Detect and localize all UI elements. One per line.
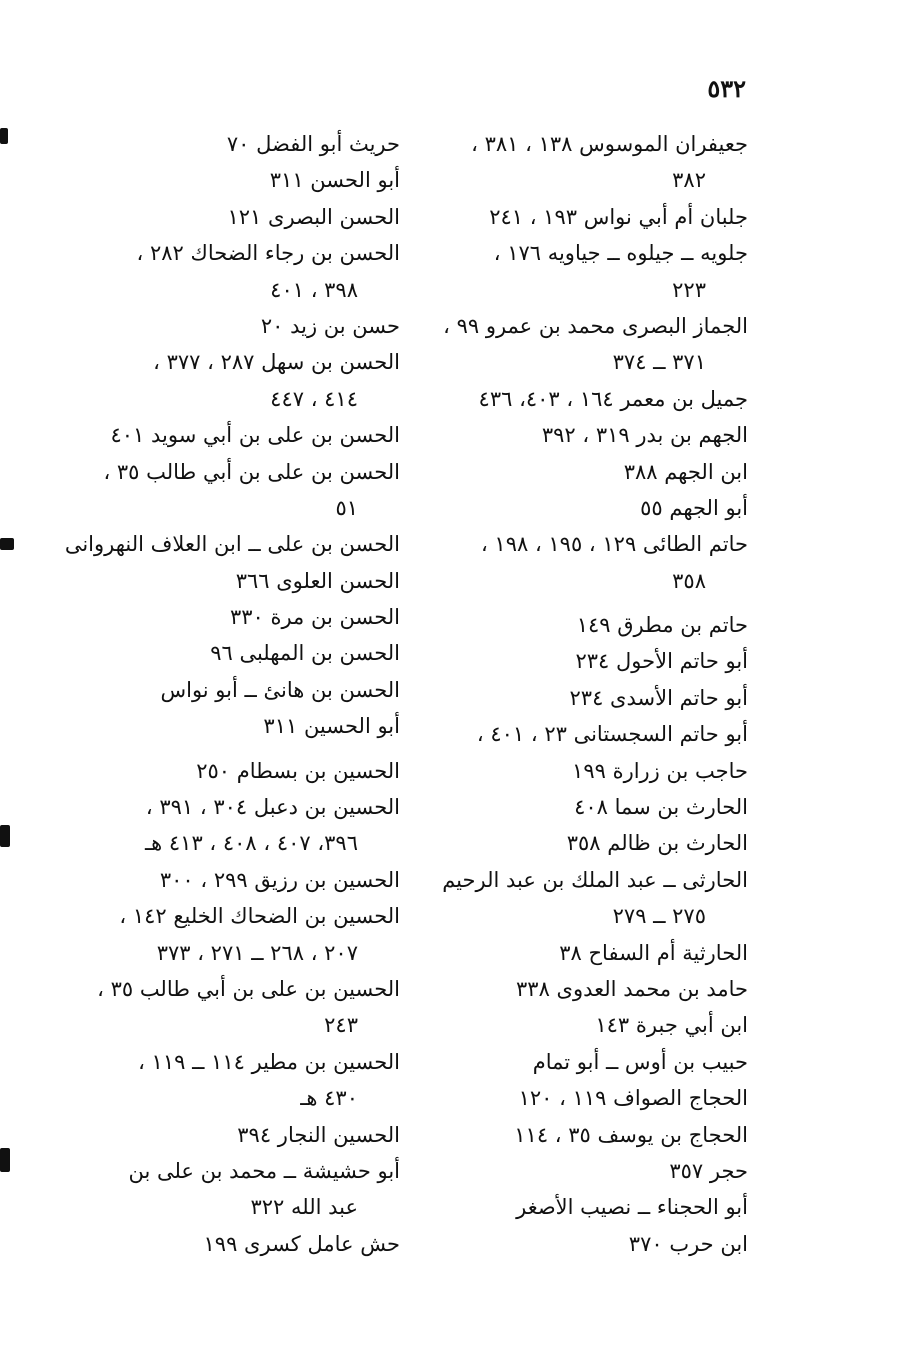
index-entry: الحارثية أم السفاح ٣٨ [559,940,748,965]
index-entry: أبو الحسين ٣١١ [263,714,400,739]
index-entry: ابن الجهم ٣٨٨ [623,459,748,484]
index-entry: حش عامل كسرى ١٩٩ [203,1231,400,1256]
index-entry: الحسن بن هانئ ــ أبو نواس [160,677,400,702]
index-entry: الحسين بن مطير ١١٤ ــ ١١٩ ، [138,1049,400,1074]
index-entry: حسن بن زيد ٢٠ [260,313,400,338]
index-entry: ابن أبي جبرة ١٤٣ [595,1013,748,1038]
index-entry: جعيفران الموسوس ١٣٨ ، ٣٨١ ، [471,132,748,156]
index-entry: الحسن بن المهلبى ٩٦ [210,641,400,666]
scan-mark [0,128,8,144]
index-entry: الحارث بن سما ٤٠٨ [574,795,748,820]
index-entry-continuation: ٢٤٣ [324,1013,358,1038]
index-entry: جلبان أم أبي نواس ١٩٣ ، ٢٤١ [489,204,748,229]
index-entry-continuation: ٢٧٥ ــ ٢٧٩ [612,904,706,929]
index-entry-continuation: ٤٣٠ هـ [300,1086,358,1111]
index-entry: الحسين بن دعبل ٣٠٤ ، ٣٩١ ، [145,795,400,820]
index-entry: الحسن بن مرة ٣٣٠ [229,605,400,630]
index-entry: أبو حاتم السجستانى ٢٣ ، ٤٠١ ، [476,722,748,747]
index-entry: أبو حشيشة ــ محمد بن على بن [128,1158,400,1183]
index-entry-continuation: ٣٧١ ــ ٣٧٤ [612,350,706,375]
index-entry: الحسن العلوى ٣٦٦ [235,568,400,593]
index-entry-continuation: ٥١ [335,495,358,520]
index-column-right [440,126,748,1262]
index-entry-continuation: ٢٢٣ [672,277,706,302]
index-entry: الحسين النجار ٣٩٤ [237,1122,400,1147]
index-entry: أبو حاتم الأسدى ٢٣٤ [569,685,748,710]
index-entry: أبو الحسن ٣١١ [269,168,400,193]
index-entry: الحسن بن على بن أبي سويد ٤٠١ [110,423,400,448]
index-entry-continuation: ٣٩٦، ٤٠٧ ، ٤٠٨ ، ٤١٣ هـ [144,831,358,856]
index-entry: الحارثى ــ عبد الملك بن عبد الرحيم [442,867,748,892]
index-entry: جلويه ــ جيلوه ــ جياويه ١٧٦ ، [493,241,748,266]
scan-mark [0,825,10,847]
index-entry: الحسن بن على ــ ابن العلاف النهروانى [64,532,400,557]
index-entry: الجماز البصرى محمد بن عمرو ٩٩ ، [443,313,748,338]
index-column-left [64,126,400,1262]
index-entry: الحسين بن رزيق ٢٩٩ ، ٣٠٠ [159,867,400,892]
index-entry: أبو الجهم ٥٥ [640,495,748,520]
index-entry: حريث أبو الفضل ٧٠ [226,132,400,156]
page-number: ٥٣٢ [707,74,746,103]
index-entry: الحسن بن سهل ٢٨٧ ، ٣٧٧ ، [153,350,400,375]
index-entry: الحجاج بن يوسف ٣٥ ، ١١٤ [514,1122,748,1147]
index-entry: حاتم بن مطرق ١٤٩ [576,613,748,638]
index-entry: الجهم بن بدر ٣١٩ ، ٣٩٢ [541,423,748,448]
index-entry: الحسين بن على بن أبي طالب ٣٥ ، [97,976,400,1001]
index-entry: الحسين بن الضحاك الخليع ١٤٢ ، [119,904,400,929]
index-entry: حجر ٣٥٧ [669,1158,748,1183]
index-entry: حامد بن محمد العدوى ٣٣٨ [516,976,748,1001]
index-entry: حاتم الطائى ١٢٩ ، ١٩٥ ، ١٩٨ ، [480,532,748,557]
index-entry: الحسن بن رجاء الضحاك ٢٨٢ ، [136,241,400,266]
index-entry: حاجب بن زرارة ١٩٩ [572,758,748,783]
index-entry: جميل بن معمر ١٦٤ ، ٤٠٣، ٤٣٦ [478,386,748,411]
index-entry-continuation: ٤١٤ ، ٤٤٧ [270,386,358,411]
index-entry: ابن حرب ٣٧٠ [628,1231,748,1256]
index-entry-continuation: عبد الله ٣٢٢ [250,1195,358,1220]
index-entry: أبو الحجناء ــ نصيب الأصغر [516,1195,748,1220]
index-entry: الحسين بن بسطام ٢٥٠ [196,758,400,783]
index-entry-continuation: ٣٨٢ [672,168,706,193]
index-entry-continuation: ٣٩٨ ، ٤٠١ [270,277,358,302]
scan-mark [0,538,14,550]
index-entry: أبو حاتم الأحول ٢٣٤ [575,649,748,674]
scan-mark [0,1148,10,1172]
index-entry: الحسن البصرى ١٢١ [227,204,400,229]
index-entry: الحجاج الصواف ١١٩ ، ١٢٠ [518,1086,748,1111]
index-entry-continuation: ٣٥٨ [672,568,706,593]
index-entry: الحسن بن على بن أبي طالب ٣٥ ، [103,459,400,484]
index-entry-continuation: ٢٠٧ ، ٢٦٨ ــ ٢٧١ ، ٣٧٣ [156,940,358,965]
index-entry: حبيب بن أوس ــ أبو تمام [532,1049,748,1074]
index-entry: الحارث بن ظالم ٣٥٨ [566,831,748,856]
